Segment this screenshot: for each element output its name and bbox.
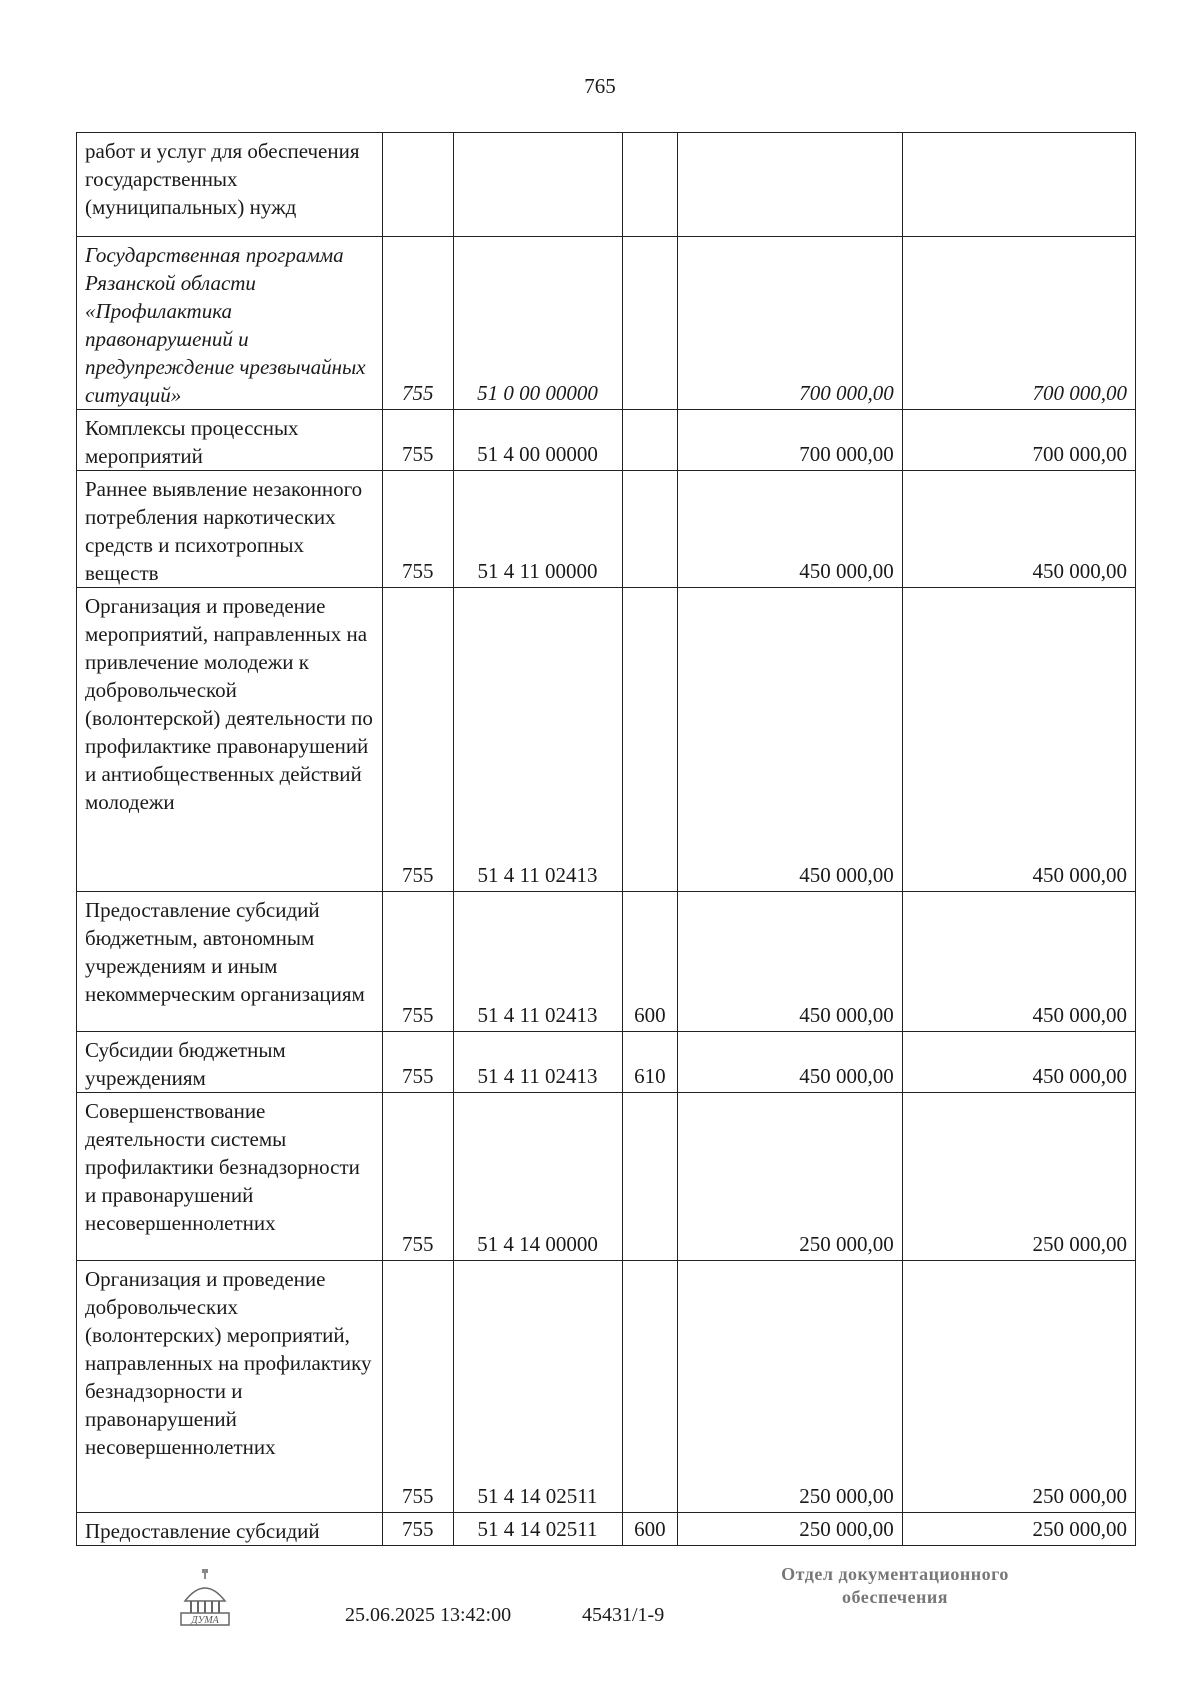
row-sum-2: 700 000,00	[902, 410, 1135, 471]
row-name: работ и услуг для обеспечения государственных (муниципальных) нужд	[77, 133, 383, 237]
row-name: Организация и проведение добровольческих (волонтерских) мероприятий, направленных на профилактику безнадзорности и правонарушений несовершеннолетних	[77, 1261, 383, 1513]
row-sum-2: 450 000,00	[902, 892, 1135, 1032]
row-vr	[622, 588, 678, 892]
row-gr: 755	[382, 410, 453, 471]
budget-table	[76, 132, 1136, 1546]
row-vr	[622, 1261, 678, 1513]
row-vr: 600	[622, 1513, 678, 1546]
row-cs	[453, 133, 622, 237]
table-row	[77, 1032, 1136, 1093]
stamp-line-2: обеспечения	[842, 1587, 948, 1607]
table-row	[77, 892, 1136, 1032]
table-row	[77, 133, 1136, 237]
row-name: Организация и проведение мероприятий, направленных на привлечение молодежи к добровольческой (волонтерской) деятельности по профилактике правонарушений и антиобщественных действий молодежи	[77, 588, 383, 892]
row-cs: 51 0 00 00000	[453, 237, 622, 410]
row-sum-2	[902, 133, 1135, 237]
row-name: Раннее выявление незаконного потребления наркотических средств и психотропных веществ	[77, 471, 383, 588]
department-stamp	[745, 1563, 1045, 1609]
row-cs: 51 4 11 00000	[453, 471, 622, 588]
row-cs: 51 4 00 00000	[453, 410, 622, 471]
row-sum-1: 450 000,00	[678, 471, 903, 588]
row-name: Предоставление субсидий	[77, 1513, 383, 1546]
row-cs: 51 4 14 02511	[453, 1261, 622, 1513]
row-gr: 755	[382, 237, 453, 410]
row-sum-2: 250 000,00	[902, 1093, 1135, 1261]
row-gr	[382, 133, 453, 237]
row-vr	[622, 1093, 678, 1261]
table-row	[77, 410, 1136, 471]
table-row	[77, 588, 1136, 892]
table-row	[77, 1513, 1136, 1546]
duma-logo-icon	[175, 1567, 235, 1629]
row-name: Комплексы процессных мероприятий	[77, 410, 383, 471]
row-sum-1: 700 000,00	[678, 410, 903, 471]
row-sum-2: 450 000,00	[902, 1032, 1135, 1093]
row-gr: 755	[382, 1032, 453, 1093]
row-sum-1: 250 000,00	[678, 1093, 903, 1261]
row-cs: 51 4 14 00000	[453, 1093, 622, 1261]
row-gr: 755	[382, 1513, 453, 1546]
row-sum-1: 250 000,00	[678, 1261, 903, 1513]
footer-date: 25.06.2025 13:42:00	[345, 1604, 512, 1626]
row-sum-2: 450 000,00	[902, 471, 1135, 588]
row-name: Государственная программа Рязанской области «Профилактика правонарушений и предупреждение чрезвычайных ситуаций»	[77, 237, 383, 410]
row-sum-1: 450 000,00	[678, 1032, 903, 1093]
table-row	[77, 237, 1136, 410]
row-sum-1: 700 000,00	[678, 237, 903, 410]
row-vr	[622, 471, 678, 588]
row-sum-2: 250 000,00	[902, 1513, 1135, 1546]
row-cs: 51 4 14 02511	[453, 1513, 622, 1546]
row-vr	[622, 237, 678, 410]
row-cs: 51 4 11 02413	[453, 588, 622, 892]
row-cs: 51 4 11 02413	[453, 892, 622, 1032]
page-number: 765	[584, 74, 616, 98]
row-sum-2: 250 000,00	[902, 1261, 1135, 1513]
row-gr: 755	[382, 1093, 453, 1261]
row-gr: 755	[382, 1261, 453, 1513]
row-sum-1: 450 000,00	[678, 892, 903, 1032]
row-cs: 51 4 11 02413	[453, 1032, 622, 1093]
row-name: Предоставление субсидий бюджетным, автономным учреждениям и иным некоммерческим организациям	[77, 892, 383, 1032]
row-name: Субсидии бюджетным учреждениям	[77, 1032, 383, 1093]
table-row	[77, 1261, 1136, 1513]
footer-code: 45431/1-9	[582, 1604, 665, 1626]
row-vr: 600	[622, 892, 678, 1032]
row-sum-2: 450 000,00	[902, 588, 1135, 892]
row-vr	[622, 410, 678, 471]
table-row	[77, 471, 1136, 588]
row-sum-1: 450 000,00	[678, 588, 903, 892]
row-gr: 755	[382, 892, 453, 1032]
row-sum-1: 250 000,00	[678, 1513, 903, 1546]
table-row	[77, 1093, 1136, 1261]
row-vr	[622, 133, 678, 237]
stamp-line-1: Отдел документационного	[781, 1564, 1009, 1584]
row-sum-2: 700 000,00	[902, 237, 1135, 410]
row-name: Совершенствование деятельности системы профилактики безнадзорности и правонарушений несовершеннолетних	[77, 1093, 383, 1261]
row-gr: 755	[382, 588, 453, 892]
logo-text: ДУМА	[191, 1615, 219, 1626]
row-sum-1	[678, 133, 903, 237]
row-vr: 610	[622, 1032, 678, 1093]
row-gr: 755	[382, 471, 453, 588]
